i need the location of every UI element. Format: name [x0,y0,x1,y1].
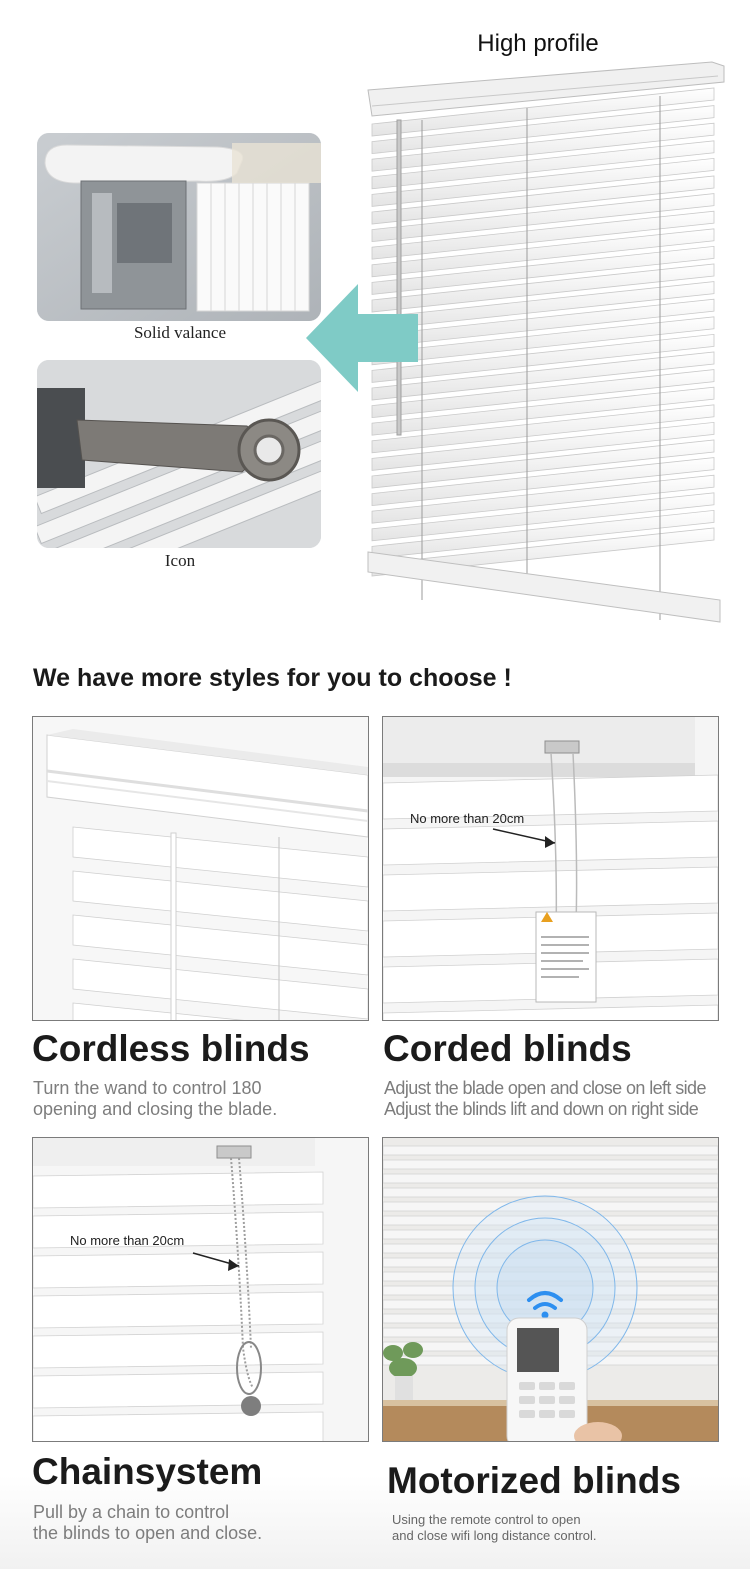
motorized-blinds-description [392,1512,722,1544]
blind-slat [33,1292,323,1328]
blind-slat [383,867,718,911]
motorized-blinds-title: Motorized blinds [387,1460,681,1501]
cordless-blinds-title: Cordless blinds [32,1028,310,1069]
blind-slat [383,1174,718,1183]
solid-valance-caption: Solid valance [133,323,227,342]
corded-desc-line2: Adjust the blinds lift and down on right side [384,1099,699,1119]
cordless-blinds-image [32,716,369,1021]
cordless-blinds-description [33,1078,363,1120]
chainsystem-image [32,1137,369,1442]
motorized-desc-line2: and close wifi long distance control. [392,1528,597,1543]
corded-blinds-description [384,1078,724,1120]
high-profile-label: High profile [477,30,599,57]
corded-blinds-title: Corded blinds [383,1028,632,1069]
section-title: We have more styles for you to choose ! [33,664,512,692]
chainsystem-description [33,1502,363,1544]
blind-slat [383,1146,718,1155]
motorized-blinds-image [382,1137,719,1442]
icon-photo [37,360,321,548]
blind-slat [33,1332,323,1368]
left-arrow-icon [306,284,418,392]
blind-slat [33,1372,323,1408]
blind-slat [33,1412,323,1441]
solid-valance-photo [37,133,321,321]
cordless-desc-line1: Turn the wand to control 180 [33,1078,262,1098]
cordless-desc-line2: opening and closing the blade. [33,1099,278,1119]
corded-blinds-image [382,716,719,1021]
blind-slat [383,1188,718,1197]
corded-note-label: No more than 20cm [410,811,525,826]
blind-slat [383,1160,718,1169]
blind-slat [33,1172,323,1208]
chainsystem-desc-line1: Pull by a chain to control [33,1502,230,1522]
motorized-desc-line1: Using the remote control to open [392,1512,581,1527]
chainsystem-desc-line2: the blinds to open and close. [33,1523,263,1543]
icon-caption: Icon [164,551,196,570]
chain-note-label: No more than 20cm [70,1233,185,1248]
corded-desc-line1: Adjust the blade open and close on left side [384,1078,706,1098]
blind-slat [33,1252,323,1288]
chainsystem-title: Chainsystem [32,1451,263,1492]
